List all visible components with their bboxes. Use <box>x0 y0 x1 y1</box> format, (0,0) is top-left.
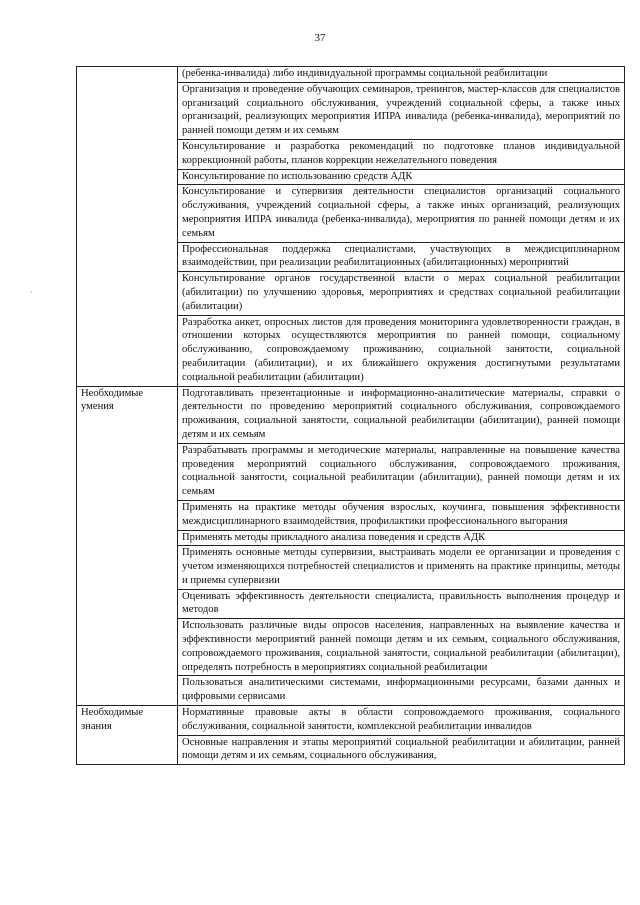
labor-action-item: Разработка анкет, опросных листов для проведения мониторинга удовлетворенности граждан, в отношении которых осуществляются мероприятия по ранней помощи, социальному обслуживанию, сопровождаемому проживанию, социальной занятости, социальной реабилитации (абилитации), и их ближайшего окружения достигнутыми результатами социальной реабилитации (абилитации) <box>178 315 625 386</box>
skill-item: Использовать различные виды опросов населения, направленных на выявление качества и эффективности мероприятий ранней помощи детям и их семьям, социального обслуживания, сопровождаемого проживания, социальной занятости, социальной реабилитации (абилитации), определять потребность в мероприятиях социальной реабилитации <box>178 619 625 676</box>
labor-action-item: Консультирование по использованию средств АДК <box>178 169 625 185</box>
labor-action-item: Профессиональная поддержка специалистами, участвующих в междисциплинарном взаимодействии, при реализации реабилитационных (абилитационных) мероприятий <box>178 242 625 272</box>
skills-label: Необходимые умения <box>77 386 178 706</box>
skill-item: Разрабатывать программы и методические материалы, направленные на повышение качества проведения мероприятий социального обслуживания, сопровождаемого проживания, социальной занятости, социальной реабилитации (абилитации), ранней помощи детям и их семьям <box>178 443 625 500</box>
page-number: 37 <box>314 32 326 44</box>
skill-item: Применять на практике методы обучения взрослых, коучинга, повышения эффективности междисциплинарного взаимодействия, профилактики профессионального выгорания <box>178 500 625 530</box>
margin-mark: · <box>30 288 33 297</box>
skill-item: Применять основные методы супервизии, выстраивать модели ее организации и проведения с учетом изменяющихся потребностей специалистов и применять на практике принципы, методы и приемы супервизии <box>178 546 625 589</box>
knowledge-label: Необходимые знания <box>77 706 178 765</box>
labor-action-item: Консультирование и разработка рекомендаций по подготовке планов индивидуальной коррекционной работы, планов коррекции нежелательного поведения <box>178 139 625 169</box>
competency-table <box>76 66 625 765</box>
skill-item: Подготавливать презентационные и информационно-аналитические материалы, справки о деятельности по проведению мероприятий социального обслуживания, сопровождаемого проживания, социальной занятости, социальной реабилитации (абилитации), ранней помощи детям и их семьям <box>178 386 625 443</box>
skill-item: Оценивать эффективность деятельности специалиста, правильность выполнения процедур и методов <box>178 589 625 619</box>
table-row <box>77 386 625 443</box>
knowledge-item: Основные направления и этапы мероприятий социальной реабилитации и абилитации, ранней помощи детям и их семьям, социального обслуживания, <box>178 735 625 765</box>
knowledge-item: Нормативные правовые акты в области сопровождаемого проживания, социального обслуживания, социальной занятости, комплексной реабилитации инвалидов <box>178 706 625 736</box>
table-row <box>77 706 625 736</box>
label-cell-empty <box>77 67 178 387</box>
skill-item: Пользоваться аналитическими системами, информационными ресурсами, базами данных и цифровыми сервисами <box>178 676 625 706</box>
labor-action-item: Консультирование и супервизия деятельности специалистов организаций социального обслуживания, учреждений социальной сферы, а также иных организаций, реализующих мероприятия ИПРА инвалида (ребенка-инвалида), мероприятия по ранней помощи детям и их семьям <box>178 185 625 242</box>
labor-action-item: Организация и проведение обучающих семинаров, тренингов, мастер-классов для специалистов организаций социального обслуживания, учреждений социальной сферы, а также иных организаций, реализующих мероприятия ИПРА инвалида (ребенка-инвалида), мероприятий по ранней помощи детям и их семьям <box>178 82 625 139</box>
table-row <box>77 67 625 83</box>
labor-action-item: Консультирование органов государственной власти о мерах социальной реабилитации (абилитации) по улучшению здоровья, мероприятиях и средствах социальной реабилитации (абилитации) <box>178 272 625 315</box>
labor-action-item: (ребенка-инвалида) либо индивидуальной программы социальной реабилитации <box>178 67 625 83</box>
skill-item: Применять методы прикладного анализа поведения и средств АДК <box>178 530 625 546</box>
